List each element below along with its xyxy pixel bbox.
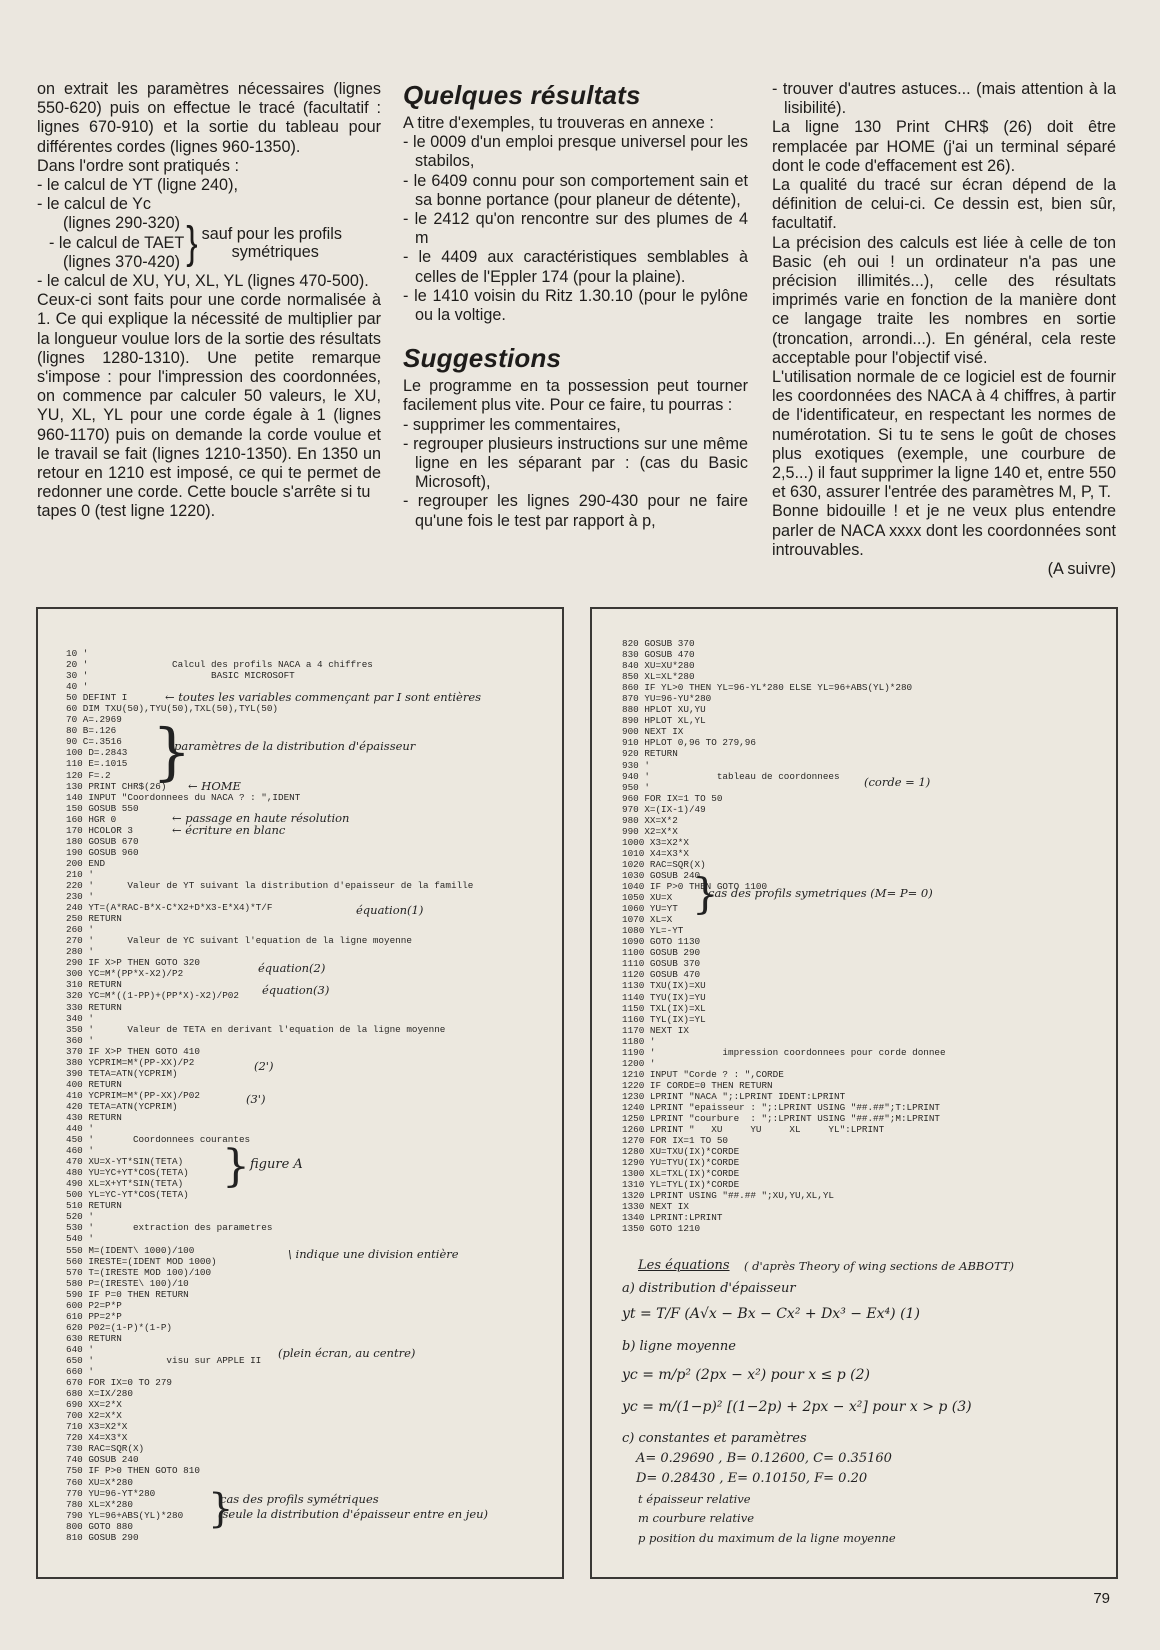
list-item: - le 6409 connu pour son comportement sain et sa bonne portance (pour planeur de détente), xyxy=(403,171,748,209)
brace-icon: } xyxy=(208,1486,234,1532)
list-item: - le calcul de XU, YU, XL, YL (lignes 470-500). xyxy=(37,272,369,291)
handwritten-note: cas des profils symétriques xyxy=(220,1492,379,1506)
handwritten-note: \ indique une division entière xyxy=(288,1247,459,1261)
paragraph: Bonne bidouille ! et je ne veux plus entendre parler de NACA xxxx dont les coordonnées sont introuvables. xyxy=(772,502,1116,559)
equations-title: Les équations xyxy=(638,1258,730,1273)
list-item: - supprimer les commentaires, xyxy=(403,415,621,434)
handwritten-note: (corde = 1) xyxy=(864,775,931,789)
handwritten-note: paramètres de la distribution d'épaisseur xyxy=(174,739,416,753)
equation-section-c: c) constantes et paramètres xyxy=(622,1431,807,1446)
equation-3: yc = m/(1−p)² [(1−2p) + 2px − x²] pour x > p (3) xyxy=(622,1399,972,1415)
equation-section-b: b) ligne moyenne xyxy=(622,1339,736,1354)
to-be-continued: (A suivre) xyxy=(1047,560,1116,579)
brace-icon: } xyxy=(222,1141,250,1192)
brace-icon: } xyxy=(186,218,198,268)
bracket-group xyxy=(37,214,381,272)
list-item-detail: (lignes 290-320) xyxy=(63,214,180,233)
handwritten-note: ← toutes les variables commençant par I sont entières xyxy=(165,690,482,704)
equations-source: ( d'après Theory of wing sections de ABBOTT) xyxy=(744,1259,1015,1273)
list-item: - le 1410 voisin du Ritz 1.30.10 (pour le pylône ou la voltige. xyxy=(403,286,748,325)
handwritten-note: (seule la distribution d'épaisseur entre en jeu) xyxy=(218,1507,489,1521)
handwritten-note: équation(3) xyxy=(262,983,330,997)
equation-1: yt = T/F (A√x − Bx − Cx² + Dx³ − Ex⁴) (1) xyxy=(622,1306,920,1322)
handwritten-note: (plein écran, au centre) xyxy=(278,1346,416,1360)
paragraph: A titre d'exemples, tu trouveras en annexe : xyxy=(403,114,714,132)
parameter-m: m courbure relative xyxy=(638,1511,754,1525)
handwritten-note: (3') xyxy=(246,1092,266,1106)
handwritten-note: figure A xyxy=(250,1157,303,1172)
handwritten-note: équation(2) xyxy=(258,961,326,975)
code-listing-box-2 xyxy=(590,607,1118,1579)
equation-section-a: a) distribution d'épaisseur xyxy=(622,1281,796,1296)
list-item: - le calcul de Yc xyxy=(37,195,151,214)
list-item: - le calcul de YT (ligne 240), xyxy=(37,176,238,195)
brace-icon: } xyxy=(152,715,192,788)
brace-icon: } xyxy=(692,869,719,918)
list-item: - trouver d'autres astuces... (mais attention à la lisibilité). xyxy=(772,80,1116,118)
list-item: - regrouper les lignes 290-430 pour ne faire qu'une fois le test par rapport à p, xyxy=(403,492,748,530)
parameter-t: t épaisseur relative xyxy=(638,1492,751,1506)
basic-listing-part-2: 820 GOSUB 370 830 GOSUB 470 840 XU=XU*280 850 XL=XL*280 860 IF YL>0 THEN YL=96-YL*280 ELSE YL=96+ABS(YL)*280 870 YU=96-YU*280 880 HPLOT XU,YU 890 HPLOT XL,YL 900 NEXT IX 910 HPLOT 0,96 TO 279,96 920 RETURN 930 ' 940 ' tableau de coordonnees 950 ' 960 FOR IX=1 TO 50 970 X=(IX-1)/49 980 XX=X*2 990 X2=X*X 1000 X3=X2*X 1010 X4=X3*X 1020 RAC=SQR(X) 1030 GOSUB 240 1040 IF P>0 THEN GOTO 1100 1050 XU=X 1060 YU=YT 1070 XL=X 1080 YL=-YT 1090 GOTO 1130 1100 GOSUB 290 1110 GOSUB 370 1120 GOSUB 470 1130 TXU(IX)=XU 1140 TYU(IX)=YU 1150 TXL(IX)=XL 1160 TYL(IX)=YL 1170 NEXT IX 1180 ' 1190 ' impression coordonnees pour corde donnee 1200 ' 1210 INPUT "Corde ? : ",CORDE 1220 IF CORDE=0 THEN RETURN 1230 LPRINT "NACA ";:LPRINT IDENT:LPRINT 1240 LPRINT "epaisseur : ";:LPRINT USING "##.##";T:LPRINT 1250 LPRINT "courbure : ";:LPRINT USING "##.##";M:LPRINT 1260 LPRINT " XU YU XL YL":LPRINT 1270 FOR IX=1 TO 50 1280 XU=TXU(IX)*CORDE 1290 YU=TYU(IX)*CORDE 1300 XL=TXL(IX)*CORDE 1310 YL=TYL(IX)*CORDE 1320 LPRINT USING "##.## ";XU,YU,XL,YL 1330 NEXT IX 1340 LPRINT:LPRINT 1350 GOTO 1210 xyxy=(622,638,946,1235)
list-item: - le calcul de TAET xyxy=(49,233,185,252)
handwritten-note: ← passage en haute résolution xyxy=(172,811,350,825)
list-item-detail: (lignes 370-420) xyxy=(63,252,180,271)
paragraph: tapes 0 (test ligne 1220). xyxy=(37,502,216,521)
constants-line-1: A= 0.29690 , B= 0.12600, C= 0.35160 xyxy=(636,1451,892,1466)
section-heading: Quelques résultats xyxy=(403,80,641,110)
article-column-3 xyxy=(772,80,1116,579)
list-item: - regrouper plusieurs instructions sur une même ligne en les séparant par : (cas du Basic Microsoft), xyxy=(403,434,748,492)
parameter-p: p position du maximum de la ligne moyenne xyxy=(638,1531,896,1545)
page-number: 79 xyxy=(1093,1590,1110,1607)
paragraph: Dans l'ordre sont pratiqués : xyxy=(37,156,239,175)
article-column-2 xyxy=(403,80,748,531)
handwritten-note: ← écriture en blanc xyxy=(172,823,286,837)
paragraph: on extrait les paramètres nécessaires (lignes 550-620) puis on effectue le tracé (facultatif : lignes 670-910) et la sortie du tableau pour différentes cordes (lignes 960-1350). xyxy=(37,80,381,156)
code-listing-box-1 xyxy=(36,607,564,1579)
handwritten-note: ← HOME xyxy=(188,779,241,793)
handwritten-note: (2') xyxy=(254,1059,274,1073)
paragraph: Le programme en ta possession peut tourner facilement plus vite. Pour ce faire, tu pourras : xyxy=(403,377,748,415)
article-column-1 xyxy=(37,80,381,522)
list-item: - le 4409 aux caractéristiques semblables à celles de l'Eppler 174 (pour la plaine). xyxy=(403,248,748,286)
paragraph: La ligne 130 Print CHR$ (26) doit être remplacée par HOME (j'ai un terminal séparé dont le code d'effacement est 26). xyxy=(772,118,1116,175)
paragraph: La précision des calculs est liée à celle de ton Basic (eh oui ! un ordinateur n'a pas une précision illimités...), celle des résultats imprimés varie en fonction de la manière dont ce langage traite les nombres en sortie (troncation, arrondi...). En général, cela reste acceptable pour l'objectif visé. xyxy=(772,233,1116,367)
list-item: - le 2412 qu'on rencontre sur des plumes de 4 m xyxy=(403,210,748,248)
handwritten-note: cas des profils symetriques (M= P= 0) xyxy=(708,886,933,900)
paragraph: La qualité du tracé sur écran dépend de la définition de celui-ci. Ce dessin est, bien sûr, facultatif. xyxy=(772,176,1116,233)
section-heading: Suggestions xyxy=(403,343,562,374)
handwritten-note: équation(1) xyxy=(356,903,424,917)
bracket-note: sauf pour les profils xyxy=(201,225,342,244)
bracket-note: symétriques xyxy=(231,243,319,262)
list-item: - le 0009 d'un emploi presque universel pour les stabilos, xyxy=(403,133,748,171)
paragraph: Ceux-ci sont faits pour une corde normalisée à 1. Ce qui explique la nécessité de multiplier par la longueur voulue lors de la sortie des résultats (lignes 1280-1310). Une petite remarque s'impose : pour l'impression des coordonnées, on commence par calculer 50 valeurs, le XU, YU, XL, YL pour une corde égale à 1 (lignes 960-1170) puis on demande la corde voulue et le travail se fait (lignes 1210-1350). En 1350 un retour en 1210 est imposé, ce qui te permet de redonner une corde. Cette boucle s'arrête si tu xyxy=(37,291,381,502)
equation-2: yc = m/p² (2px − x²) pour x ≤ p (2) xyxy=(622,1367,870,1383)
paragraph: L'utilisation normale de ce logiciel est de fournir les coordonnées des NACA à 4 chiffres, à partir de l'identificateur, en respectant les normes de numérotation. Si tu te sens le goût de choses plus exotiques (exemple, une courbure de 2,5...) il faut supprimer la ligne 140 et, entre 550 et 630, assurer l'entrée des paramètres M, P, T. xyxy=(772,368,1116,502)
constants-line-2: D= 0.28430 , E= 0.10150, F= 0.20 xyxy=(636,1471,868,1486)
basic-listing-part-1: 10 ' 20 ' Calcul des profils NACA a 4 chiffres 30 ' BASIC MICROSOFT 40 ' 50 DEFINT I 60 DIM TXU(50),TYU(50),TXL(50),TYL(50) 70 A=.2969 80 B=.126 90 C=.3516 100 D=.2843 110 E=.1015 120 F=.2 130 PRINT CHR$(26) 140 INPUT "Coordonnees du NACA ? : ",IDENT 150 GOSUB 550 160 HGR 0 170 HCOLOR 3 180 GOSUB 670 190 GOSUB 960 200 END 210 ' 220 ' Valeur de YT suivant la distribution d'epaisseur de la famille 230 ' 240 YT=(A*RAC-B*X-C*X2+D*X3-E*X4)*T/F 250 RETURN 260 ' 270 ' Valeur de YC suivant l'equation de la ligne moyenne 280 ' 290 IF X>P THEN GOTO 320 300 YC=M*(PP*X-X2)/P2 310 RETURN 320 YC=M*((1-PP)+(PP*X)-X2)/P02 330 RETURN 340 ' 350 ' Valeur de TETA en derivant l'equation de la ligne moyenne 360 ' 370 IF X>P THEN GOTO 410 380 YCPRIM=M*(PP-XX)/P2 390 TETA=ATN(YCPRIM) 400 RETURN 410 YCPRIM=M*(PP-XX)/P02 420 TETA=ATN(YCPRIM) 430 RETURN 440 ' 450 ' Coordonnees courantes 460 ' 470 XU=X-YT*SIN(TETA) 480 YU=YC+YT*COS(TETA) 490 XL=X+YT*SIN(TETA) 500 YL=YC-YT*COS(TETA) 510 RETURN 520 ' 530 ' extraction des parametres 540 ' 550 M=(IDENT\ 1000)/100 560 IRESTE=(IDENT MOD 1000) 570 T=(IRESTE MOD 100)/100 580 P=(IRESTE\ 100)/10 590 IF P=0 THEN RETURN 600 P2=P*P 610 PP=2*P 620 P02=(1-P)*(1-P) 630 RETURN 640 ' 650 ' visu sur APPLE II 660 ' 670 FOR IX=0 TO 279 680 X=IX/280 690 XX=2*X 700 X2=X*X 710 X3=X2*X 720 X4=X3*X 730 RAC=SQR(X) 740 GOSUB 240 750 IF P>0 THEN GOTO 810 760 XU=X*280 770 YU=96-YT*280 780 XL=X*280 790 YL=96+ABS(YL)*280 800 GOTO 880 810 GOSUB 290 xyxy=(66,648,474,1543)
